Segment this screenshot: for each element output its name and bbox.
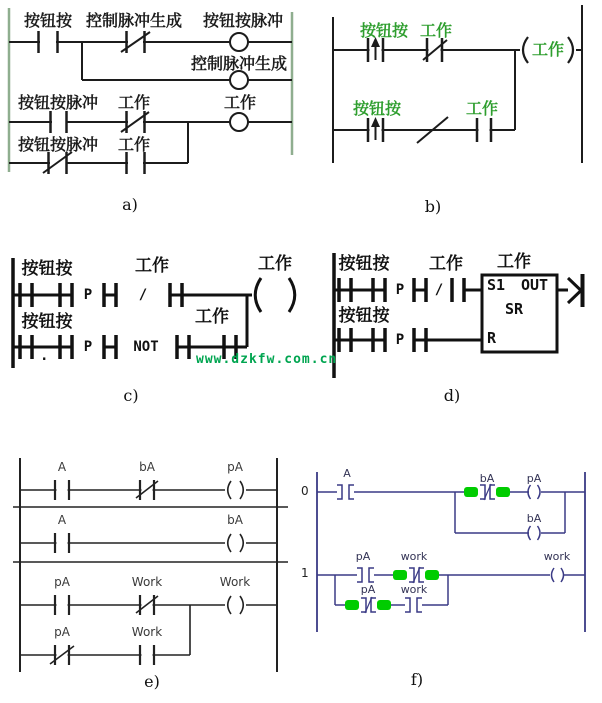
panel-f-rung0 xyxy=(317,484,585,540)
panel-b-rung2 xyxy=(333,117,515,143)
coil-symbol xyxy=(528,526,531,540)
highlight-block xyxy=(377,600,391,610)
panel-f-rung1 xyxy=(317,567,585,613)
contact-label: 按钮按 xyxy=(352,99,402,118)
coil-label: Work xyxy=(219,575,251,589)
p-contact-label: P xyxy=(83,339,93,355)
coil-label: 控制脉冲生成 xyxy=(190,54,288,73)
p-contact-label: P xyxy=(83,287,93,303)
coil-symbol xyxy=(240,596,243,614)
contact-label: pA xyxy=(54,625,70,639)
coil-label: bA xyxy=(227,513,243,527)
panel-d-rung2 xyxy=(334,328,482,352)
panel-tag-e: e) xyxy=(144,672,160,691)
coil-symbol xyxy=(240,534,243,552)
coil-symbol xyxy=(289,278,295,312)
output-arrow xyxy=(557,274,583,307)
highlight-block xyxy=(425,570,439,580)
contact-label: 按钮按 xyxy=(359,21,409,40)
highlight-block xyxy=(496,487,510,497)
contact-label: 工作 xyxy=(429,254,463,274)
contact-label: pA xyxy=(355,550,371,563)
coil-symbol xyxy=(523,37,528,63)
contact-label: A xyxy=(57,513,67,527)
coil-symbol xyxy=(568,37,573,63)
slash-label: / xyxy=(434,282,444,298)
panel-tag-c: c) xyxy=(123,386,139,405)
coil-symbol xyxy=(528,485,531,499)
contact-label: 工作 xyxy=(135,256,169,276)
coil-label: 工作 xyxy=(223,93,257,112)
panel-a-ladder-diagram xyxy=(0,0,300,230)
rung-number: 0 xyxy=(301,484,309,498)
highlight-block xyxy=(345,600,359,610)
contact-label: 控制脉冲生成 xyxy=(85,11,183,30)
panel-e-rung2 xyxy=(20,533,277,553)
coil-symbol xyxy=(230,113,248,131)
p-contact-label: P xyxy=(395,332,405,348)
coil-label: 工作 xyxy=(258,254,292,274)
coil-label: work xyxy=(543,550,571,563)
panel-tag-f: f) xyxy=(410,670,424,689)
coil-symbol xyxy=(552,568,555,582)
contact-label: 按钮按 xyxy=(21,259,73,279)
highlight-block xyxy=(464,487,478,497)
panel-e-rung4 xyxy=(20,645,190,665)
sr-box-type: SR xyxy=(504,300,524,318)
contact-label: 工作 xyxy=(117,93,151,112)
coil-label: pA xyxy=(227,460,243,474)
sr-box-s1-input: S1 xyxy=(487,276,506,294)
contact-label: 按钮按 xyxy=(23,11,73,30)
panel-tag-a: a) xyxy=(122,195,138,214)
coil-symbol xyxy=(230,71,248,89)
contact-label: 按钮按脉冲 xyxy=(17,93,99,112)
sr-box-out-output: OUT xyxy=(521,276,549,294)
contact-label: A xyxy=(57,460,67,474)
contact-label: work xyxy=(400,550,428,563)
coil-symbol xyxy=(538,485,541,499)
coil-label: 工作 xyxy=(531,40,565,59)
contact-label: bA xyxy=(139,460,155,474)
contact-label: work xyxy=(400,583,428,596)
contact-label: Work xyxy=(131,625,163,639)
panel-tag-b: b) xyxy=(424,197,442,216)
sr-box-title: 工作 xyxy=(497,252,531,272)
panel-d-rung1 xyxy=(334,278,482,302)
coil-symbol xyxy=(240,481,243,499)
highlight-block xyxy=(393,570,407,580)
coil-symbol xyxy=(561,568,564,582)
contact-label: pA xyxy=(54,575,70,589)
contact-label: A xyxy=(343,467,351,480)
slash-label: / xyxy=(138,287,148,303)
panel-e-rung1 xyxy=(20,480,277,500)
contact-label: 工作 xyxy=(195,307,229,327)
sr-box-r-input: R xyxy=(487,329,497,347)
contact-label: Work xyxy=(131,575,163,589)
not-contact-label: NOT xyxy=(133,339,159,355)
coil-symbol xyxy=(228,481,231,499)
rung-number: 1 xyxy=(301,566,309,580)
p-contact-label: P xyxy=(395,282,405,298)
coil-symbol xyxy=(228,596,231,614)
contact-label: 按钮按 xyxy=(338,306,390,326)
contact-label: 按钮按 xyxy=(21,312,73,332)
coil-symbol xyxy=(230,33,248,51)
contact-label: 按钮按脉冲 xyxy=(17,135,99,154)
panel-a-rung4 xyxy=(9,152,188,174)
contact-label: 按钮按 xyxy=(338,254,390,274)
panel-tag-d: d) xyxy=(443,386,461,405)
contact-label: bA xyxy=(479,472,495,485)
coil-symbol xyxy=(228,534,231,552)
coil-label: pA xyxy=(526,472,542,485)
contact-label: pA xyxy=(360,583,376,596)
coil-label: bA xyxy=(526,512,542,525)
contact-label: 工作 xyxy=(465,99,499,118)
coil-label: 按钮按脉冲 xyxy=(202,11,284,30)
contact-label: 工作 xyxy=(117,135,151,154)
panel-a-rung2 xyxy=(82,71,292,89)
dot-artifact: . xyxy=(40,348,49,364)
coil-symbol xyxy=(255,278,261,312)
watermark: www.dzkfw.com.cn xyxy=(196,352,338,367)
panel-e-ladder-diagram xyxy=(10,445,300,695)
contact-label: 工作 xyxy=(419,21,453,40)
coil-symbol xyxy=(538,526,541,540)
